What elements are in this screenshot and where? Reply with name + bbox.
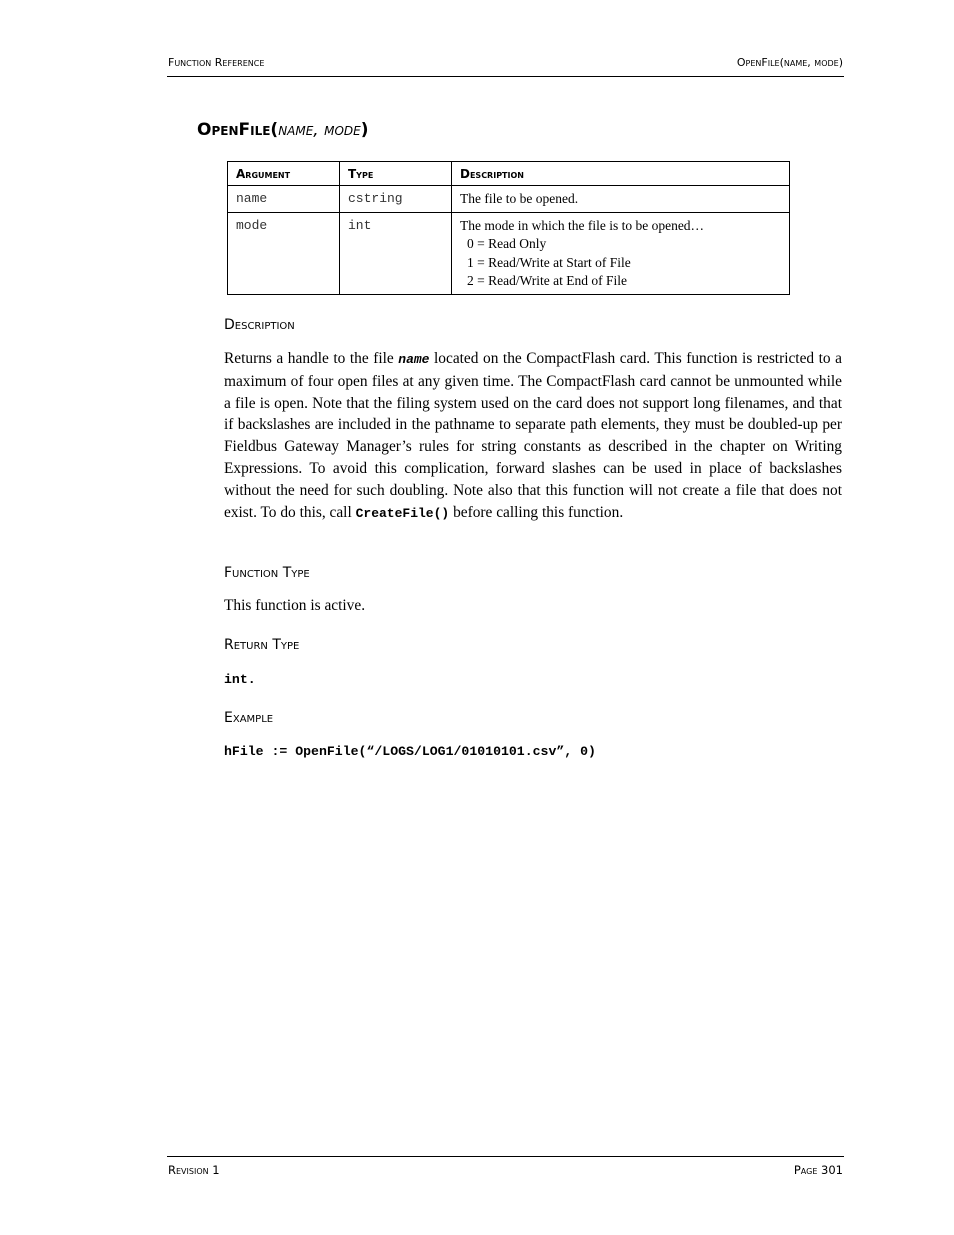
column-header-argument: Argument <box>228 162 340 186</box>
table-row <box>228 212 790 294</box>
page-header <box>167 56 844 77</box>
inline-code-name: name <box>398 352 430 367</box>
description-body <box>224 348 842 524</box>
example-code: hFile := OpenFile(“/LOGS/LOG1/01010101.csv”, 0) <box>224 744 596 759</box>
table-row <box>228 186 790 213</box>
header-function-name: OpenFile(name, mode) <box>736 56 843 69</box>
page-footer <box>167 1156 844 1181</box>
footer-revision: Revision 1 <box>168 1163 220 1177</box>
footer-page-number: Page 301 <box>793 1163 843 1177</box>
function-title-name: OpenFile( <box>197 120 279 140</box>
description-heading: Description <box>224 317 295 333</box>
function-type-text: This function is active. <box>224 597 366 614</box>
example-heading: Example <box>224 710 274 726</box>
argument-cell: name <box>228 186 340 213</box>
inline-code-createfile: CreateFile() <box>355 505 450 521</box>
type-cell: int <box>340 212 452 294</box>
function-title-close: ) <box>360 120 369 140</box>
function-title <box>197 119 369 141</box>
argument-cell: mode <box>228 212 340 294</box>
description-text: before calling this function. <box>449 503 624 521</box>
mode-option: 1 = Read/Write at Start of File <box>467 254 631 270</box>
argument-table <box>227 161 790 295</box>
description-text: Returns a handle to the file <box>224 350 399 367</box>
table-header-row <box>228 162 790 186</box>
header-section-title: Function Reference <box>168 56 265 69</box>
description-cell <box>452 212 790 294</box>
column-header-description: Description <box>452 162 790 186</box>
function-title-args: name, mode <box>278 120 361 140</box>
column-header-type: Type <box>340 162 452 186</box>
function-type-heading: Function Type <box>224 565 310 581</box>
mode-description: The mode in which the file is to be opened… <box>460 217 705 233</box>
description-text: located on the CompactFlash card. This function is restricted to a maximum of four open files at any given time. The CompactFlash card cannot be unmounted while a file is open. Note that the filing system used on the card does not support long filenames, and that if backslashes are included in the pathname to separate path elements, they must be doubled-up per Fieldbus Gateway Manager’s rules for string constants as described in the chapter on Writing Expressions. To avoid this complication, forward slashes can be used in place of backslashes without the need for such doubling. Note also that this function will not create a file that does not exist. To do this, call <box>224 350 842 521</box>
return-type-heading: Return Type <box>224 637 300 653</box>
type-cell: cstring <box>340 186 452 213</box>
return-type-value: int. <box>224 672 256 687</box>
description-cell: The file to be opened. <box>452 186 790 213</box>
mode-option: 0 = Read Only <box>467 236 547 251</box>
mode-option: 2 = Read/Write at End of File <box>467 273 628 288</box>
